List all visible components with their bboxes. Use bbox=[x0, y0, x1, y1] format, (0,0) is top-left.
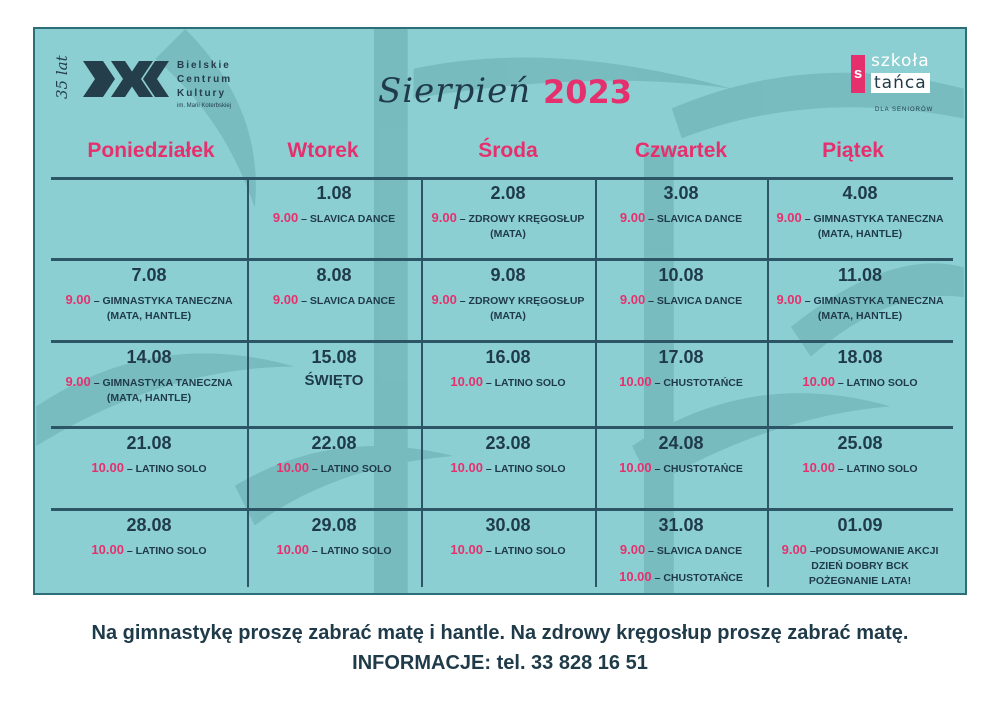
day-cell bbox=[767, 183, 953, 259]
event bbox=[595, 292, 767, 309]
event-name: – GIMNASTYKA TANECZNA bbox=[93, 295, 233, 307]
day-date: 22.08 bbox=[311, 433, 357, 453]
event bbox=[595, 542, 767, 559]
day-date: 25.08 bbox=[837, 433, 883, 453]
day-header: Poniedziałek bbox=[87, 139, 215, 162]
logo-word-2: tańca bbox=[871, 73, 930, 93]
day-cell bbox=[767, 265, 953, 341]
event-time: 10.00 bbox=[619, 569, 652, 584]
event-name: – GIMNASTYKA TANECZNA bbox=[93, 377, 233, 389]
event-time: 10.00 bbox=[802, 374, 835, 389]
day-date: 11.08 bbox=[837, 265, 883, 285]
day-date: 18.08 bbox=[837, 347, 883, 367]
logo-years: 35 lat bbox=[53, 55, 71, 99]
event-name: – GIMNASTYKA TANECZNA bbox=[804, 295, 944, 307]
event-name: – LATINO SOLO bbox=[126, 463, 207, 475]
logo-subtext: im. Marii Koterbskiej bbox=[177, 103, 232, 109]
event bbox=[51, 460, 247, 477]
event bbox=[595, 210, 767, 227]
day-date: 10.08 bbox=[658, 265, 704, 285]
event-name: – LATINO SOLO bbox=[837, 377, 918, 389]
event-time: 10.00 bbox=[802, 460, 835, 475]
day-date: 29.08 bbox=[311, 515, 357, 535]
day-cell bbox=[595, 515, 767, 587]
event-name: – SLAVICA DANCE bbox=[648, 295, 743, 307]
event-time: 10.00 bbox=[450, 460, 483, 475]
schedule-grid bbox=[51, 177, 953, 587]
day-date: 2.08 bbox=[490, 183, 526, 203]
day-cell bbox=[51, 183, 247, 259]
event bbox=[247, 460, 421, 477]
event bbox=[595, 569, 767, 586]
day-cell bbox=[767, 433, 953, 509]
bck-logo bbox=[51, 47, 251, 117]
event-name: – CHUSTOTAŃCE bbox=[654, 463, 743, 475]
event-time: 10.00 bbox=[450, 542, 483, 557]
event-name: –PODSUMOWANIE AKCJI bbox=[809, 545, 939, 557]
event-name: – LATINO SOLO bbox=[485, 377, 566, 389]
logo-mark: s bbox=[851, 55, 865, 93]
event-note: DZIEŃ DOBRY BCK bbox=[811, 560, 909, 572]
event-time: 9.00 bbox=[431, 292, 457, 307]
day-cell bbox=[247, 265, 421, 341]
event bbox=[421, 542, 595, 559]
day-date: 23.08 bbox=[485, 433, 531, 453]
event-time: 9.00 bbox=[619, 542, 646, 557]
grid-row-line bbox=[51, 177, 953, 180]
event-time: 10.00 bbox=[619, 374, 652, 389]
day-cell bbox=[767, 515, 953, 587]
day-cell bbox=[421, 433, 595, 509]
event-name: – LATINO SOLO bbox=[311, 463, 392, 475]
event-time: 10.00 bbox=[91, 542, 124, 557]
day-header: Piątek bbox=[822, 139, 884, 162]
event bbox=[767, 542, 953, 589]
day-date: 17.08 bbox=[658, 347, 704, 367]
szkola-tanca-logo bbox=[851, 49, 951, 129]
event bbox=[51, 542, 247, 559]
event bbox=[595, 460, 767, 477]
event-note: (MATA, HANTLE) bbox=[817, 228, 903, 240]
day-date: 15.08 bbox=[311, 347, 357, 367]
logo-word-3: DLA SENIORÓW bbox=[875, 107, 934, 113]
event bbox=[767, 460, 953, 477]
day-date: 7.08 bbox=[131, 265, 167, 285]
event bbox=[421, 460, 595, 477]
day-cell bbox=[595, 433, 767, 509]
day-date: 16.08 bbox=[485, 347, 531, 367]
day-headers bbox=[35, 139, 967, 169]
day-cell bbox=[421, 515, 595, 587]
event-time: 9.00 bbox=[781, 542, 807, 557]
day-header: Czwartek bbox=[634, 139, 728, 162]
footer-contact: INFORMACJE: tel. 33 828 16 51 bbox=[352, 652, 648, 674]
event-name: – LATINO SOLO bbox=[837, 463, 918, 475]
day-cell bbox=[595, 183, 767, 259]
day-header: Środa bbox=[478, 139, 538, 162]
logo-word-1: szkoła bbox=[871, 51, 930, 71]
event bbox=[247, 210, 421, 227]
event-time: 10.00 bbox=[276, 542, 309, 557]
event-note: (MATA, HANTLE) bbox=[817, 310, 903, 322]
day-date: 01.09 bbox=[837, 515, 883, 535]
event-name: – SLAVICA DANCE bbox=[301, 295, 396, 307]
holiday-label: ŚWIĘTO bbox=[304, 372, 364, 389]
event-name: – LATINO SOLO bbox=[311, 545, 392, 557]
day-cell bbox=[595, 347, 767, 427]
day-date: 31.08 bbox=[658, 515, 704, 535]
event-time: 9.00 bbox=[272, 292, 299, 307]
event-note: POŻEGNANIE LATA! bbox=[808, 575, 912, 587]
day-date: 3.08 bbox=[663, 183, 699, 203]
event-note: (MATA) bbox=[490, 228, 526, 240]
day-date: 4.08 bbox=[842, 183, 878, 203]
event-time: 9.00 bbox=[272, 210, 299, 225]
day-cell bbox=[421, 265, 595, 341]
event-note: (MATA) bbox=[490, 310, 526, 322]
day-cell bbox=[247, 347, 421, 427]
event-note: (MATA, HANTLE) bbox=[106, 392, 192, 404]
day-date: 14.08 bbox=[126, 347, 172, 367]
day-cell bbox=[421, 347, 595, 427]
day-date: 8.08 bbox=[316, 265, 352, 285]
day-cell bbox=[595, 265, 767, 341]
event bbox=[767, 292, 953, 324]
event-time: 9.00 bbox=[619, 292, 646, 307]
day-cell bbox=[767, 347, 953, 427]
day-cell bbox=[51, 265, 247, 341]
day-date: 30.08 bbox=[485, 515, 531, 535]
event-name: – CHUSTOTAŃCE bbox=[654, 572, 743, 584]
event-name: – LATINO SOLO bbox=[485, 545, 566, 557]
event bbox=[767, 374, 953, 391]
footer-note: Na gimnastykę proszę zabrać matę i hantle. Na zdrowy kręgosłup proszę zabrać matę. bbox=[91, 622, 909, 644]
event-name: – ZDROWY KRĘGOSŁUP bbox=[459, 295, 585, 307]
event-time: 9.00 bbox=[776, 210, 802, 225]
day-date: 28.08 bbox=[126, 515, 172, 535]
event-name: – ZDROWY KRĘGOSŁUP bbox=[459, 213, 585, 225]
event-time: 9.00 bbox=[431, 210, 457, 225]
day-cell bbox=[421, 183, 595, 259]
day-date: 21.08 bbox=[126, 433, 172, 453]
event-name: – SLAVICA DANCE bbox=[648, 545, 743, 557]
event-name: – LATINO SOLO bbox=[126, 545, 207, 557]
event bbox=[767, 210, 953, 242]
event-time: 10.00 bbox=[450, 374, 483, 389]
logo-text: Bielskie Centrum Kultury bbox=[177, 60, 233, 99]
event bbox=[421, 292, 595, 324]
event-time: 9.00 bbox=[619, 210, 646, 225]
day-cell bbox=[51, 347, 247, 427]
event-time: 10.00 bbox=[276, 460, 309, 475]
schedule-poster bbox=[33, 27, 967, 595]
event-time: 10.00 bbox=[619, 460, 652, 475]
day-date: 24.08 bbox=[658, 433, 704, 453]
event bbox=[595, 374, 767, 391]
event-name: – GIMNASTYKA TANECZNA bbox=[804, 213, 944, 225]
event bbox=[247, 292, 421, 309]
day-cell bbox=[247, 183, 421, 259]
event bbox=[247, 542, 421, 559]
day-cell bbox=[51, 433, 247, 509]
event-time: 9.00 bbox=[65, 374, 91, 389]
day-header: Wtorek bbox=[287, 139, 359, 162]
event bbox=[51, 292, 247, 324]
day-date: 1.08 bbox=[316, 183, 352, 203]
event-note: (MATA, HANTLE) bbox=[106, 310, 192, 322]
event-time: 9.00 bbox=[776, 292, 802, 307]
event-name: – CHUSTOTAŃCE bbox=[654, 377, 743, 389]
event-name: – LATINO SOLO bbox=[485, 463, 566, 475]
day-cell bbox=[51, 515, 247, 587]
event-name: – SLAVICA DANCE bbox=[648, 213, 743, 225]
year-title: 2023 bbox=[543, 73, 633, 111]
event-time: 10.00 bbox=[91, 460, 124, 475]
bck-logo-icon bbox=[81, 57, 171, 101]
event-name: – SLAVICA DANCE bbox=[301, 213, 396, 225]
event bbox=[51, 374, 247, 406]
day-date: 9.08 bbox=[490, 265, 526, 285]
event bbox=[421, 374, 595, 391]
month-title: Sierpień bbox=[378, 71, 532, 111]
event bbox=[421, 210, 595, 242]
day-cell bbox=[247, 433, 421, 509]
event-time: 9.00 bbox=[65, 292, 91, 307]
day-cell bbox=[247, 515, 421, 587]
